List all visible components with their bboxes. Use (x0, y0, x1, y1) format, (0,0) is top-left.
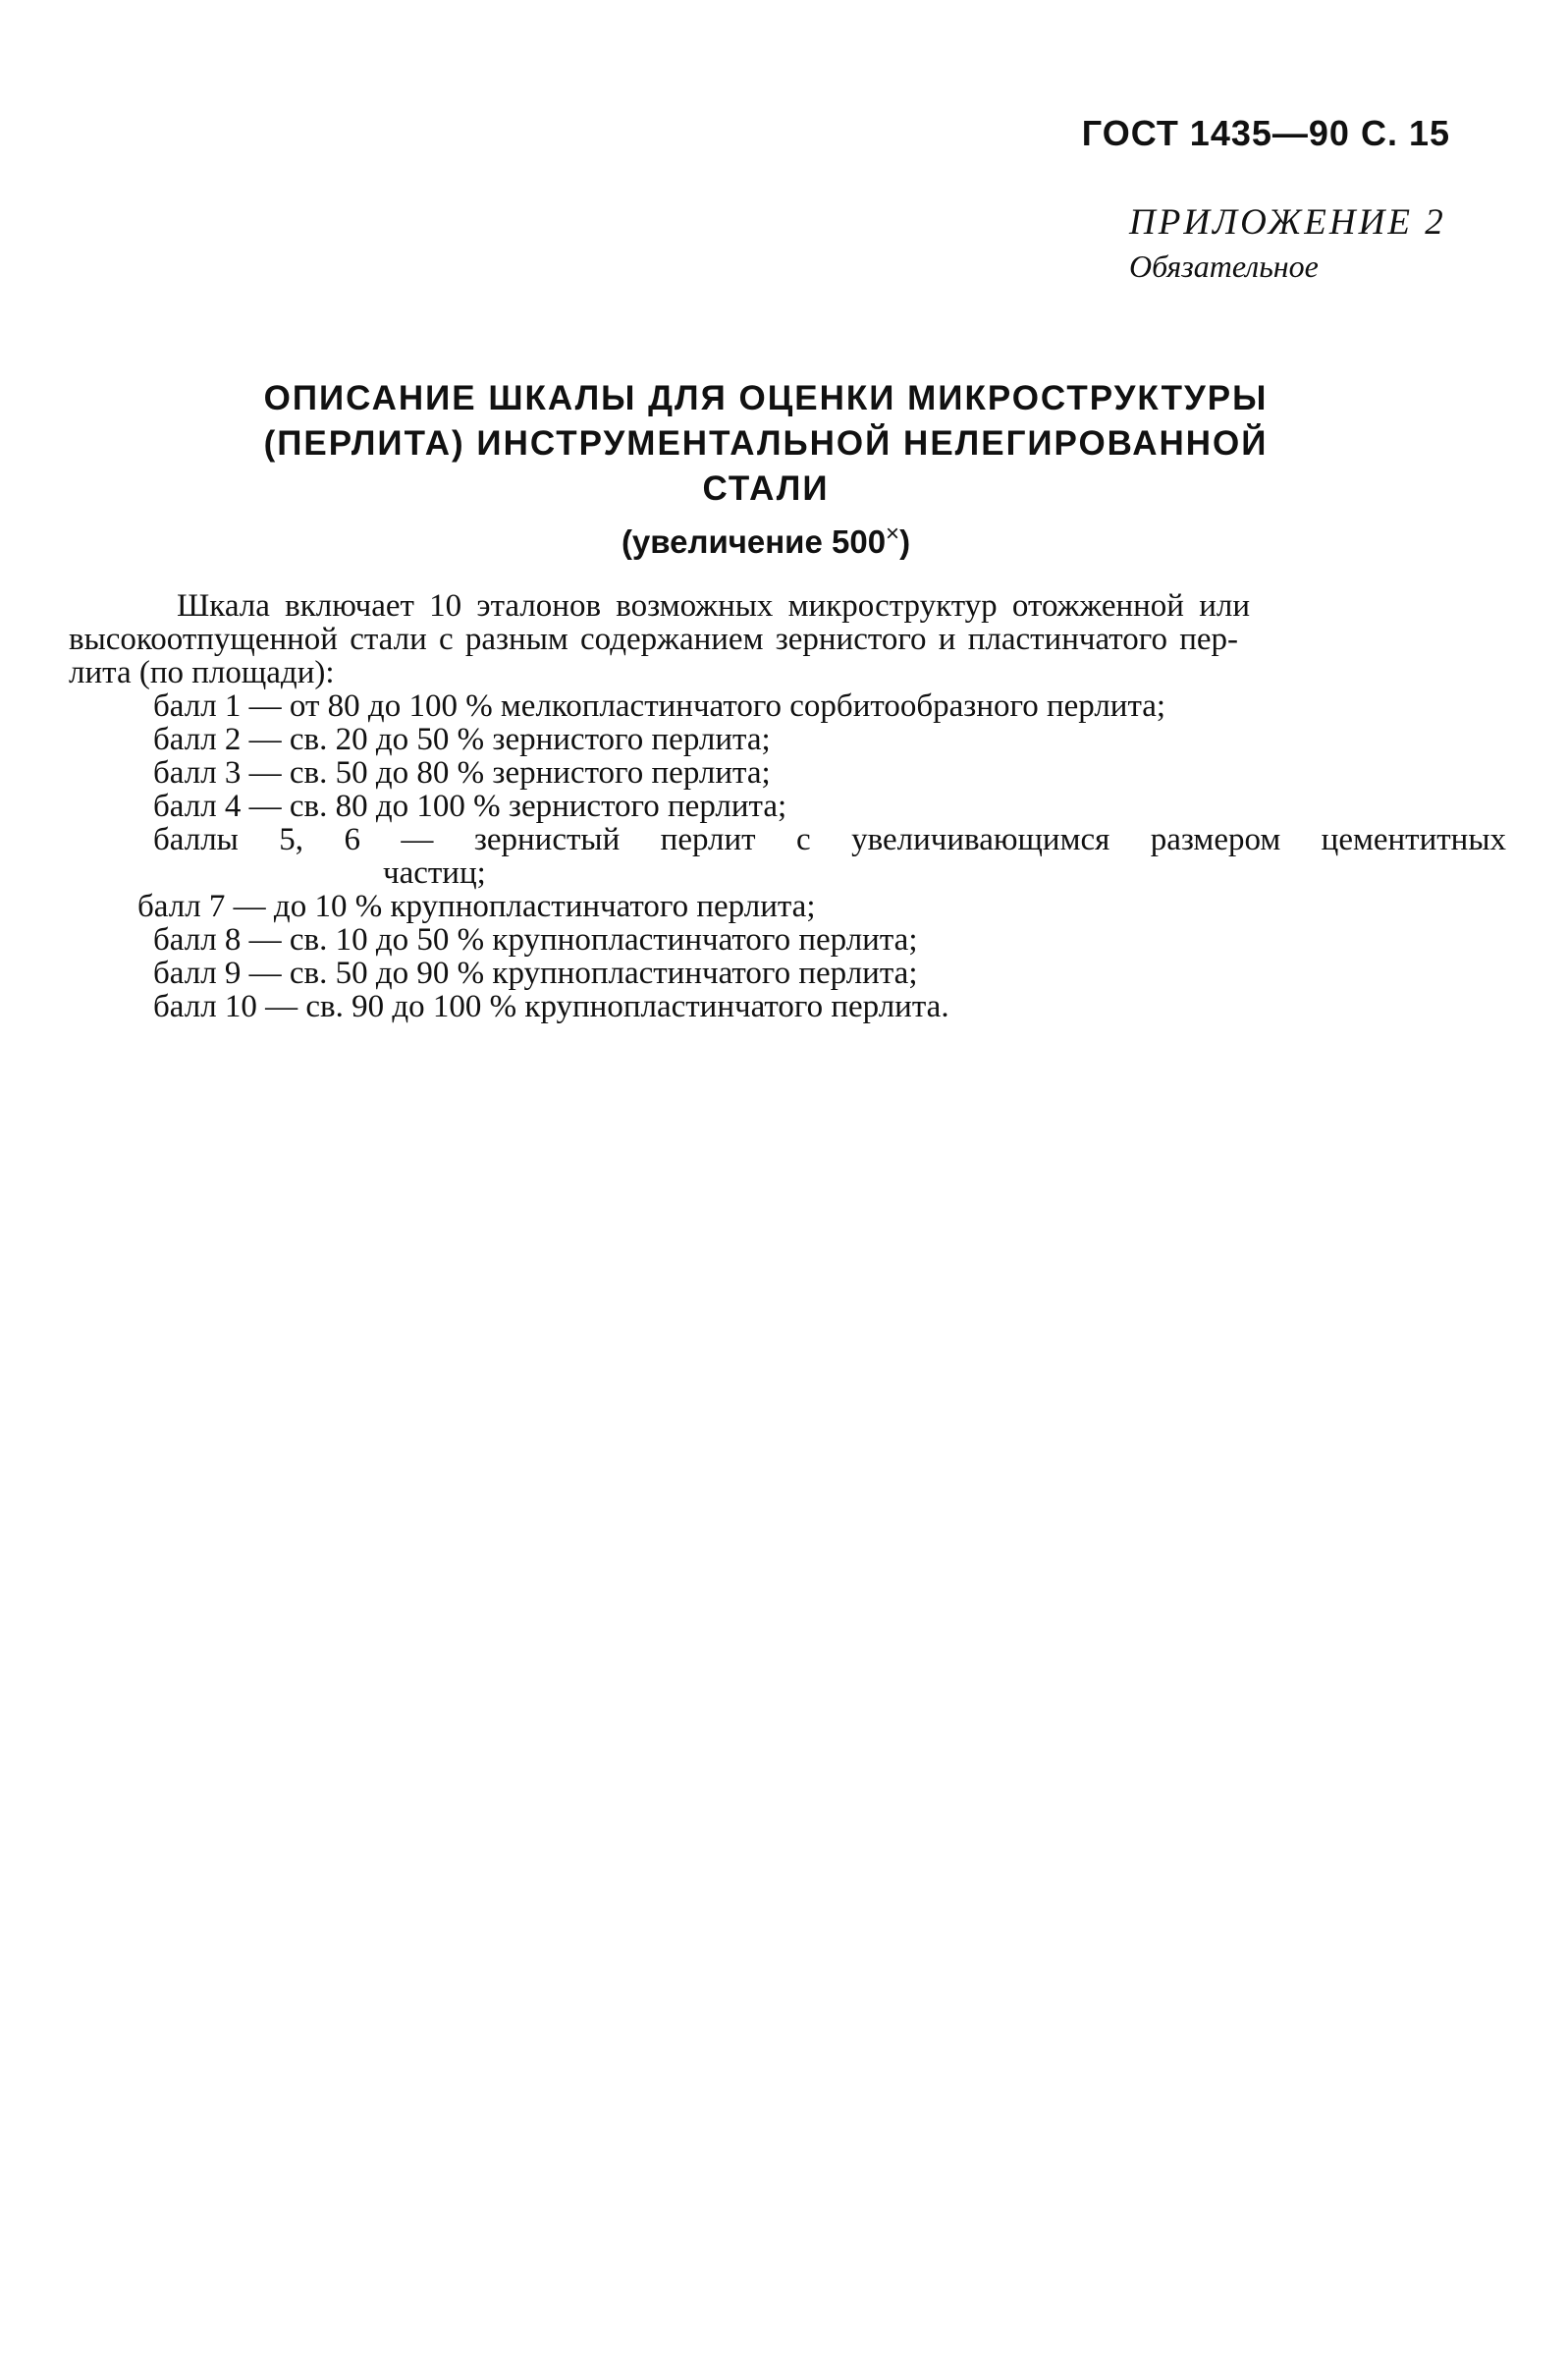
list-item: балл 8 — св. 10 до 50 % крупнопластинчатого перлита; (153, 922, 918, 958)
list-item: балл 2 — св. 20 до 50 % зернистого перлита; (153, 722, 771, 757)
scale-description (69, 588, 1506, 1024)
list-item: баллы 5, 6 — зернистый перлит с увеличивающимся размером цементитных (153, 822, 1506, 857)
intro-line-2: высокоотпущенной стали с разным содержанием зернистого и пластинчатого пер- (69, 622, 1239, 657)
list-item: балл 9 — св. 50 до 90 % крупнопластинчатого перлита; (153, 956, 918, 991)
appendix-status: Обязательное (1129, 248, 1319, 284)
intro-line-3: лита (по площади): (69, 655, 335, 690)
list-item: балл 4 — св. 80 до 100 % зернистого перлита; (153, 789, 787, 824)
section-title (177, 376, 1355, 512)
list-item: балл 7 — до 10 % крупнопластинчатого перлита; (137, 889, 816, 924)
document-reference: ГОСТ 1435—90 С. 15 (1081, 113, 1450, 153)
title-line-1: ОПИСАНИЕ ШКАЛЫ ДЛЯ ОЦЕНКИ МИКРОСТРУКТУРЫ (263, 379, 1269, 417)
magnification-note (177, 521, 1355, 561)
list-item: балл 1 — от 80 до 100 % мелкопластинчатого сорбитообразного перлита; (153, 688, 1166, 724)
list-item-continuation: частиц; (383, 855, 486, 891)
magnification-mark: × (886, 521, 900, 547)
magnification-suffix: ) (899, 523, 911, 560)
title-line-2: (ПЕРЛИТА) ИНСТРУМЕНТАЛЬНОЙ НЕЛЕГИРОВАННОЙ (263, 424, 1269, 463)
magnification-prefix: (увеличение 500 (621, 523, 887, 560)
list-item: балл 3 — св. 50 до 80 % зернистого перлита; (153, 755, 771, 791)
intro-line-1: Шкала включает 10 эталонов возможных микроструктур отожженной или (177, 588, 1250, 624)
list-item: балл 10 — св. 90 до 100 % крупнопластинчатого перлита. (153, 989, 949, 1024)
appendix-label: ПРИЛОЖЕНИЕ 2 (1129, 202, 1446, 243)
title-line-3: СТАЛИ (702, 469, 830, 508)
